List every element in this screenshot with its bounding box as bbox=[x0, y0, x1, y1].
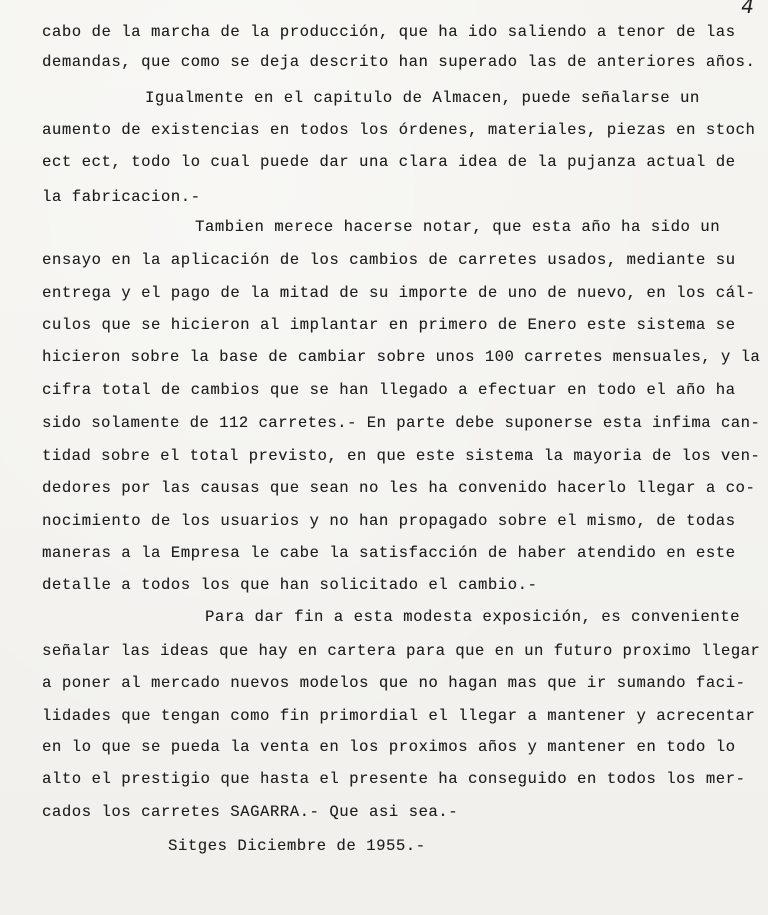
text-line-17: maneras a la Empresa le cabe la satisfacción de haber atendido en este bbox=[42, 544, 736, 562]
text-line-11: hicieron sobre la base de cambiar sobre unos 100 carretes mensuales, y la bbox=[42, 348, 761, 366]
text-line-8: ensayo en la aplicación de los cambios de carretes usados, mediante su bbox=[42, 251, 736, 269]
text-line-3: Igualmente en el capitulo de Almacen, puede señalarse un bbox=[145, 89, 700, 107]
text-line-19: Para dar fin a esta modesta exposición, es conveniente bbox=[205, 608, 741, 626]
text-line-13: sido solamente de 112 carretes.- En parte debe suponerse esta infima can- bbox=[42, 414, 761, 432]
text-line-21: a poner al mercado nuevos modelos que no hagan mas que ir sumando faci- bbox=[42, 674, 746, 692]
text-line-7: Tambien merece hacerse notar, que esta año ha sido un bbox=[195, 218, 721, 236]
text-line-20: señalar las ideas que hay en cartera para que en un futuro proximo llegar bbox=[42, 642, 761, 660]
text-line-1: cabo de la marcha de la producción, que ha ido saliendo a tenor de las bbox=[42, 23, 736, 41]
text-line-15: dedores por las causas que sean no les ha convenido hacerlo llegar a co- bbox=[42, 479, 756, 497]
text-line-10: culos que se hicieron al implantar en primero de Enero este sistema se bbox=[42, 316, 736, 334]
text-line-6: la fabricacion.- bbox=[42, 188, 201, 206]
text-line-14: tidad sobre el total previsto, en que este sistema la mayoria de los ven- bbox=[42, 447, 761, 465]
text-line-18: detalle a todos los que han solicitado el cambio.- bbox=[42, 576, 538, 594]
text-line-2: demandas, que como se deja descrito han superado las de anteriores años. bbox=[42, 53, 756, 71]
text-line-9: entrega y el pago de la mitad de su importe de uno de nuevo, en los cál- bbox=[42, 284, 756, 302]
text-line-16: nocimiento de los usuarios y no han propagado sobre el mismo, de todas bbox=[42, 512, 736, 530]
text-line-22: lidades que tengan como fin primordial el llegar a mantener y acrecentar bbox=[42, 707, 756, 725]
text-line-25: cados los carretes SAGARRA.- Que asi sea.- bbox=[42, 803, 459, 821]
text-line-4: aumento de existencias en todos los órdenes, materiales, piezas en stoch bbox=[42, 121, 756, 139]
page-number: 4 bbox=[741, 0, 754, 18]
text-line-26: Sitges Diciembre de 1955.- bbox=[168, 837, 426, 855]
text-line-5: ect ect, todo lo cual puede dar una clara idea de la pujanza actual de bbox=[42, 153, 736, 171]
text-line-24: alto el prestigio que hasta el presente ha conseguido en todos los mer- bbox=[42, 770, 746, 788]
text-line-23: en lo que se pueda la venta en los proximos años y mantener en todo lo bbox=[42, 738, 736, 756]
text-line-12: cifra total de cambios que se han llegado a efectuar en todo el año ha bbox=[42, 381, 736, 399]
